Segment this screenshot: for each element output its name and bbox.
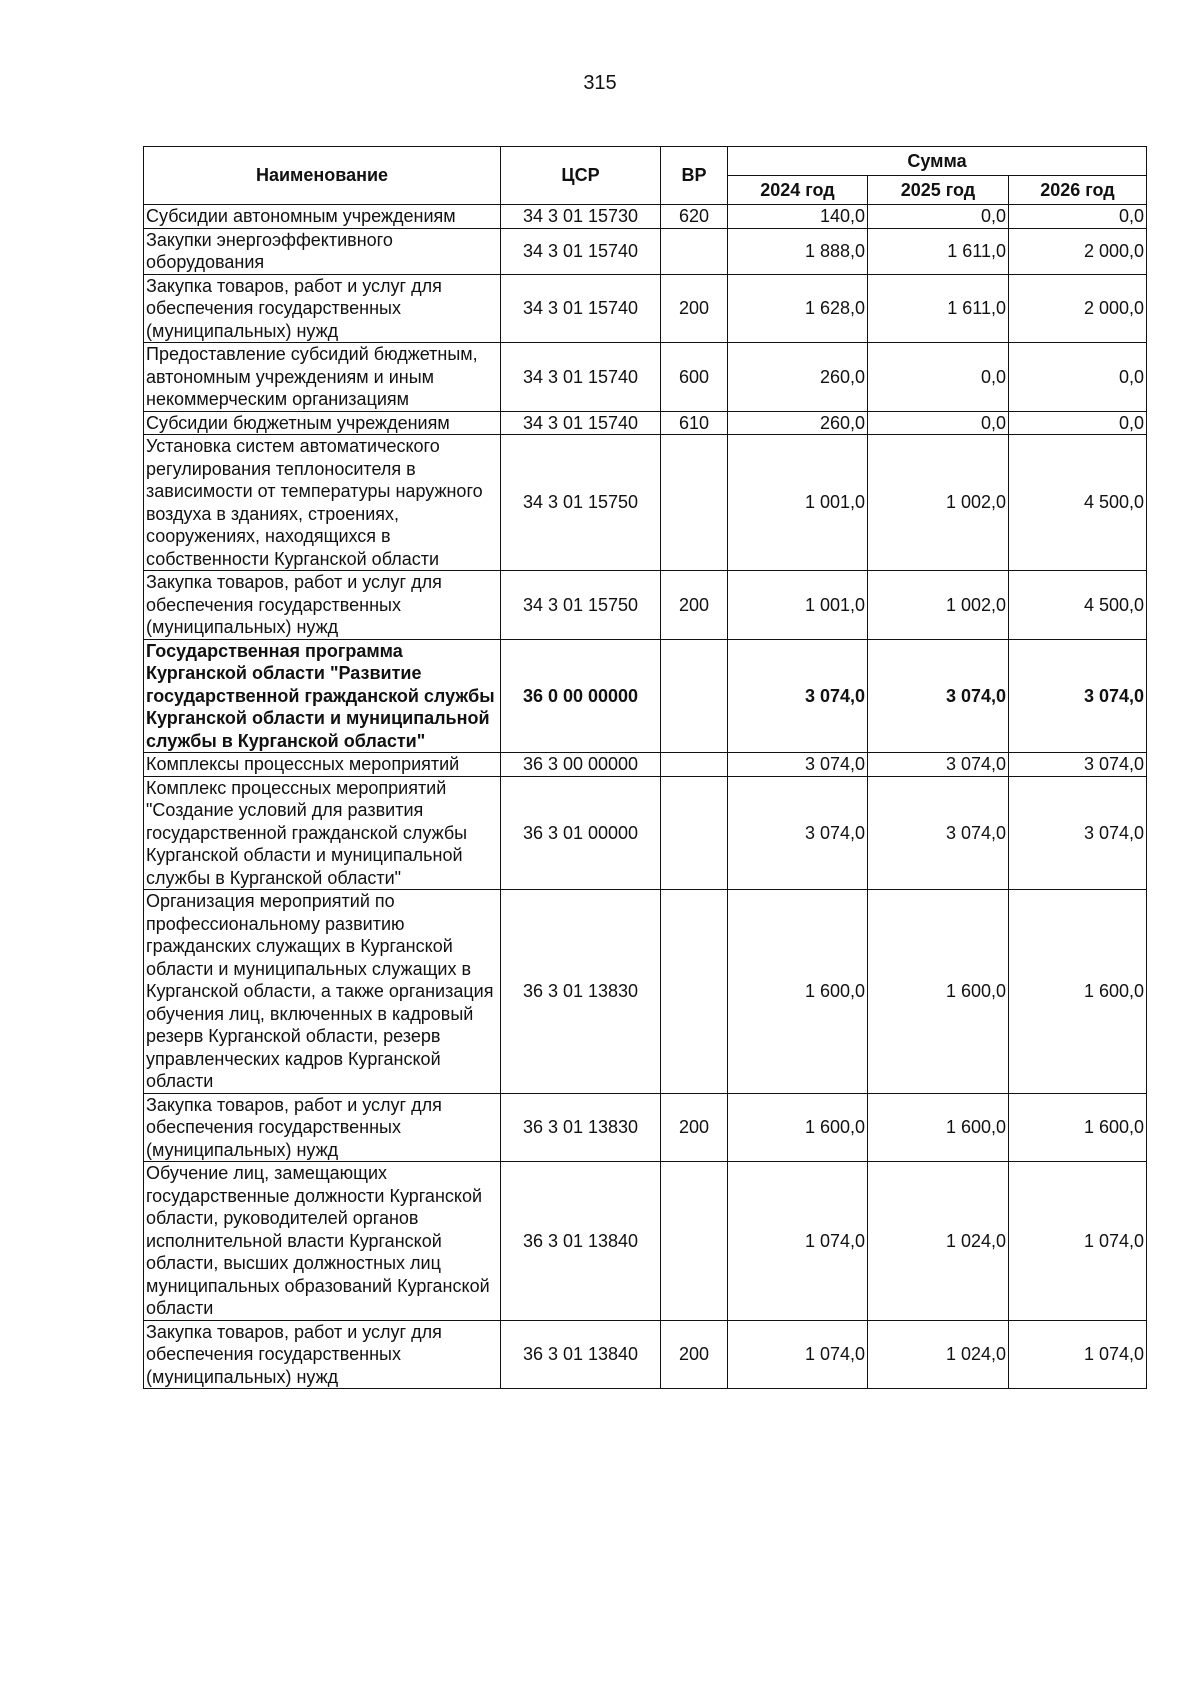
- table-row: [144, 639, 1147, 753]
- cell-csr: 34 3 01 15730: [501, 205, 661, 229]
- cell-vr: [661, 1162, 728, 1321]
- cell-sum-2026: 0,0: [1009, 343, 1147, 412]
- cell-csr: 36 3 01 00000: [501, 776, 661, 890]
- cell-sum-2025: 1 600,0: [868, 890, 1009, 1094]
- cell-name: Предоставление субсидий бюджетным, автономным учреждениям и иным некоммерческим организациям: [144, 343, 501, 412]
- table-row: [144, 571, 1147, 640]
- cell-sum-2026: 2 000,0: [1009, 274, 1147, 343]
- table-row: [144, 1093, 1147, 1162]
- cell-sum-2025: 1 002,0: [868, 571, 1009, 640]
- table-row: [144, 205, 1147, 229]
- cell-sum-2024: 1 600,0: [728, 1093, 868, 1162]
- cell-sum-2026: 1 074,0: [1009, 1320, 1147, 1389]
- cell-sum-2025: 1 024,0: [868, 1320, 1009, 1389]
- cell-sum-2024: 3 074,0: [728, 776, 868, 890]
- table-row: [144, 1320, 1147, 1389]
- cell-name: Закупка товаров, работ и услуг для обеспечения государственных (муниципальных) нужд: [144, 571, 501, 640]
- cell-name: Субсидии бюджетным учреждениям: [144, 411, 501, 435]
- table-header: [144, 147, 1147, 205]
- cell-sum-2024: 260,0: [728, 411, 868, 435]
- cell-csr: 36 0 00 00000: [501, 639, 661, 753]
- cell-sum-2025: 0,0: [868, 343, 1009, 412]
- cell-sum-2026: 1 074,0: [1009, 1162, 1147, 1321]
- cell-sum-2026: 1 600,0: [1009, 890, 1147, 1094]
- cell-sum-2026: 0,0: [1009, 205, 1147, 229]
- table-row: [144, 776, 1147, 890]
- cell-sum-2026: 2 000,0: [1009, 228, 1147, 274]
- cell-sum-2024: 1 074,0: [728, 1320, 868, 1389]
- header-sum: Сумма: [728, 147, 1147, 176]
- cell-sum-2025: 1 600,0: [868, 1093, 1009, 1162]
- header-year-2025: 2025 год: [868, 176, 1009, 205]
- budget-table: [143, 146, 1147, 1389]
- table-row: [144, 411, 1147, 435]
- table-row: [144, 435, 1147, 571]
- cell-sum-2024: 260,0: [728, 343, 868, 412]
- page-number: 315: [583, 72, 617, 94]
- cell-sum-2024: 1 888,0: [728, 228, 868, 274]
- cell-vr: 200: [661, 1320, 728, 1389]
- cell-vr: [661, 753, 728, 777]
- cell-sum-2024: 140,0: [728, 205, 868, 229]
- cell-name: Обучение лиц, замещающих государственные должности Курганской области, руководителей органов исполнительной власти Курганской области, высших должностных лиц муниципальных образований Курганской области: [144, 1162, 501, 1321]
- cell-sum-2025: 3 074,0: [868, 776, 1009, 890]
- cell-vr: 610: [661, 411, 728, 435]
- cell-vr: 600: [661, 343, 728, 412]
- cell-sum-2026: 3 074,0: [1009, 776, 1147, 890]
- table-row: [144, 753, 1147, 777]
- cell-csr: 34 3 01 15740: [501, 228, 661, 274]
- cell-name: Государственная программа Курганской области "Развитие государственной гражданской службы Курганской области и муниципальной службы в Курганской области": [144, 639, 501, 753]
- cell-sum-2024: 3 074,0: [728, 639, 868, 753]
- header-year-2024: 2024 год: [728, 176, 868, 205]
- cell-sum-2026: 1 600,0: [1009, 1093, 1147, 1162]
- cell-sum-2026: 4 500,0: [1009, 571, 1147, 640]
- cell-name: Организация мероприятий по профессиональному развитию гражданских служащих в Курганской области и муниципальных служащих в Курганской области, а также организация обучения лиц, включенных в кадровый резерв Курганской области, резерв управленческих кадров Курганской области: [144, 890, 501, 1094]
- cell-vr: 200: [661, 571, 728, 640]
- cell-sum-2024: 1 001,0: [728, 571, 868, 640]
- table-body: [144, 205, 1147, 1389]
- cell-sum-2025: 1 611,0: [868, 274, 1009, 343]
- cell-sum-2026: 3 074,0: [1009, 639, 1147, 753]
- cell-name: Закупки энергоэффективного оборудования: [144, 228, 501, 274]
- header-csr: ЦСР: [501, 147, 661, 205]
- header-vr: ВР: [661, 147, 728, 205]
- cell-name: Закупка товаров, работ и услуг для обеспечения государственных (муниципальных) нужд: [144, 274, 501, 343]
- cell-sum-2025: 1 002,0: [868, 435, 1009, 571]
- cell-name: Закупка товаров, работ и услуг для обеспечения государственных (муниципальных) нужд: [144, 1093, 501, 1162]
- table-row: [144, 1162, 1147, 1321]
- cell-name: Установка систем автоматического регулирования теплоносителя в зависимости от температуры наружного воздуха в зданиях, строениях, сооружениях, находящихся в собственности Курганской области: [144, 435, 501, 571]
- cell-name: Комплексы процессных мероприятий: [144, 753, 501, 777]
- cell-vr: [661, 776, 728, 890]
- cell-sum-2024: 1 600,0: [728, 890, 868, 1094]
- table-row: [144, 228, 1147, 274]
- cell-vr: [661, 228, 728, 274]
- cell-sum-2024: 1 001,0: [728, 435, 868, 571]
- cell-name: Комплекс процессных мероприятий "Создание условий для развития государственной гражданской службы Курганской области и муниципальной службы в Курганской области": [144, 776, 501, 890]
- cell-sum-2026: 4 500,0: [1009, 435, 1147, 571]
- cell-sum-2024: 3 074,0: [728, 753, 868, 777]
- cell-sum-2025: 0,0: [868, 411, 1009, 435]
- cell-csr: 34 3 01 15750: [501, 435, 661, 571]
- cell-csr: 36 3 01 13830: [501, 1093, 661, 1162]
- cell-vr: 200: [661, 274, 728, 343]
- cell-sum-2024: 1 628,0: [728, 274, 868, 343]
- cell-csr: 36 3 01 13840: [501, 1162, 661, 1321]
- cell-vr: 620: [661, 205, 728, 229]
- cell-csr: 36 3 00 00000: [501, 753, 661, 777]
- cell-vr: [661, 890, 728, 1094]
- cell-csr: 36 3 01 13830: [501, 890, 661, 1094]
- cell-csr: 34 3 01 15740: [501, 274, 661, 343]
- cell-vr: [661, 435, 728, 571]
- cell-sum-2025: 1 611,0: [868, 228, 1009, 274]
- cell-sum-2025: 1 024,0: [868, 1162, 1009, 1321]
- cell-sum-2026: 0,0: [1009, 411, 1147, 435]
- cell-vr: [661, 639, 728, 753]
- cell-sum-2026: 3 074,0: [1009, 753, 1147, 777]
- cell-sum-2024: 1 074,0: [728, 1162, 868, 1321]
- cell-csr: 34 3 01 15750: [501, 571, 661, 640]
- table-row: [144, 274, 1147, 343]
- cell-csr: 36 3 01 13840: [501, 1320, 661, 1389]
- table-row: [144, 890, 1147, 1094]
- cell-csr: 34 3 01 15740: [501, 411, 661, 435]
- cell-name: Субсидии автономным учреждениям: [144, 205, 501, 229]
- cell-sum-2025: 0,0: [868, 205, 1009, 229]
- header-year-2026: 2026 год: [1009, 176, 1147, 205]
- cell-csr: 34 3 01 15740: [501, 343, 661, 412]
- cell-vr: 200: [661, 1093, 728, 1162]
- cell-sum-2025: 3 074,0: [868, 753, 1009, 777]
- table-row: [144, 343, 1147, 412]
- cell-name: Закупка товаров, работ и услуг для обеспечения государственных (муниципальных) нужд: [144, 1320, 501, 1389]
- header-name: Наименование: [144, 147, 501, 205]
- cell-sum-2025: 3 074,0: [868, 639, 1009, 753]
